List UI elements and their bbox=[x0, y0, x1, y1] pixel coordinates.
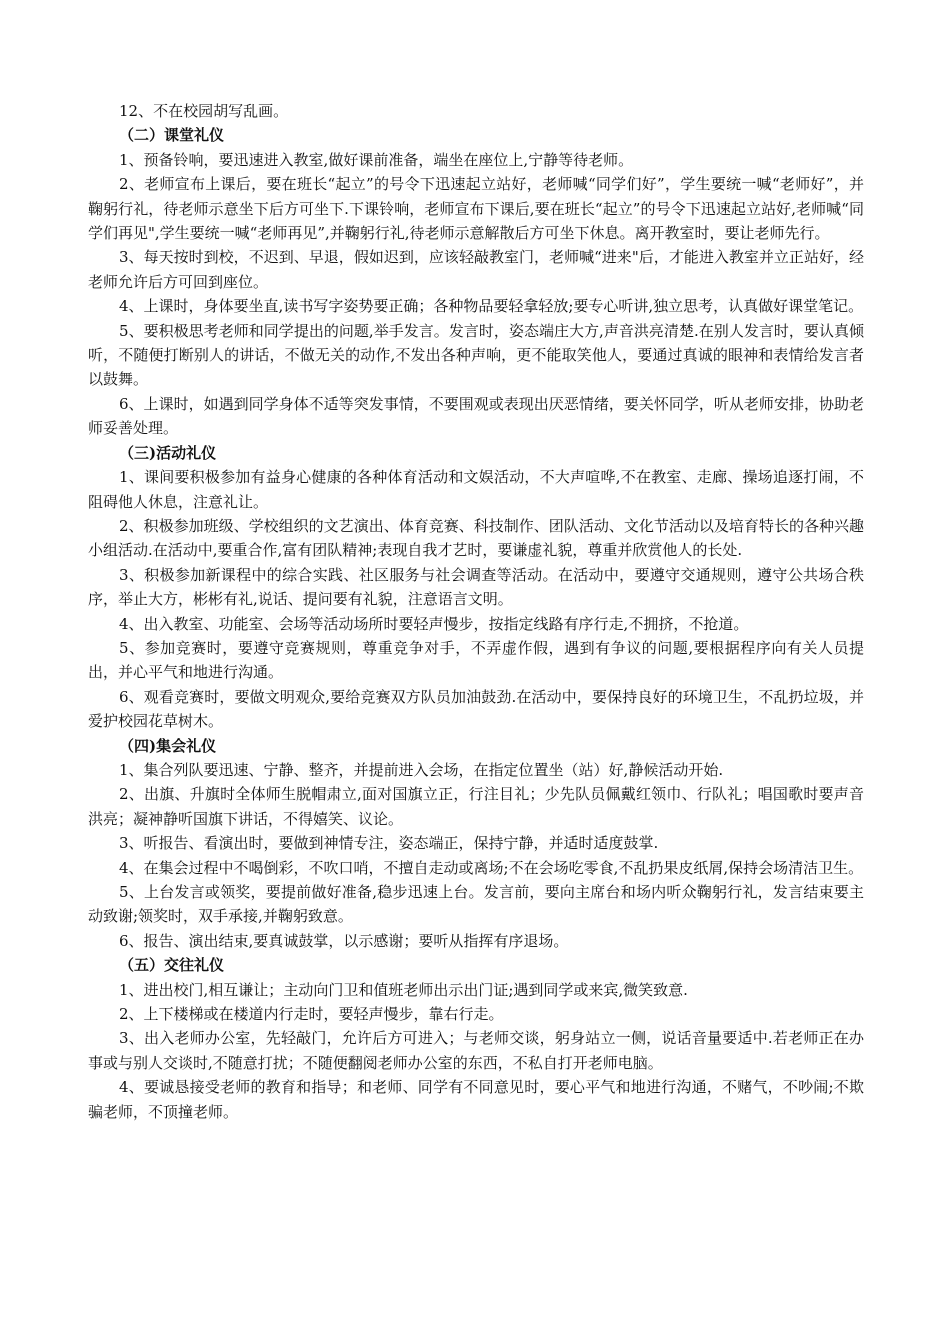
paragraph: 5、参加竞赛时，要遵守竞赛规则，尊重竞争对手，不弄虚作假，遇到有争议的问题,要根据程序向有关人员提出，并心平气和地进行沟通。 bbox=[88, 638, 864, 682]
paragraph: 1、预备铃响，要迅速进入教室,做好课前准备，端坐在座位上,宁静等待老师。 bbox=[119, 150, 634, 169]
paragraph: 12、不在校园胡写乱画。 bbox=[119, 102, 289, 120]
section-heading: （二）课堂礼仪 bbox=[119, 126, 225, 145]
paragraph: 6、观看竞赛时，要做文明观众,要给竞赛双方队员加油鼓劲.在活动中，要保持良好的环境卫生，不乱扔垃圾，并爱护校园花草树木。 bbox=[88, 687, 864, 731]
paragraph: 6、报告、演出结束,要真诚鼓掌，以示感谢；要听从指挥有序退场。 bbox=[119, 931, 569, 950]
section-heading: （四)集会礼仪 bbox=[119, 736, 217, 755]
paragraph: 5、上台发言或领奖，要提前做好准备,稳步迅速上台。发言前，要向主席台和场内听众鞠躬行礼，发言结束要主动致谢;领奖时，双手承接,并鞠躬致意。 bbox=[88, 883, 864, 926]
paragraph: 1、进出校门,相互谦让；主动向门卫和值班老师出示出门证;遇到同学或来宾,微笑致意. bbox=[119, 980, 688, 999]
paragraph: 3、听报告、看演出时，要做到神情专注，姿态端正，保持宁静，并适时适度鼓掌. bbox=[119, 834, 659, 853]
paragraph: 2、出旗、升旗时全体师生脱帽肃立,面对国旗立正，行注目礼；少先队员佩戴红领巾、行队礼；唱国歌时要声音洪亮；凝神静听国旗下讲话，不得嬉笑、议论。 bbox=[88, 785, 864, 828]
section-heading: （三)活动礼仪 bbox=[119, 443, 217, 462]
paragraph: 1、课间要积极参加有益身心健康的各种体育活动和文娱活动，不大声喧哗,不在教室、走廊、操场追逐打闹，不阻碍他人休息，注意礼让。 bbox=[88, 468, 864, 511]
section-heading: （五）交往礼仪 bbox=[119, 956, 225, 975]
paragraph: 4、出入教室、功能室、会场等活动场所时要轻声慢步，按指定线路有序行走,不拥挤，不抢道。 bbox=[119, 614, 749, 633]
paragraph: 2、老师宣布上课后，要在班长“起立”的号令下迅速起立站好，老师喊“同学们好”，学生要统一喊“老师好”，并鞠躬行礼，待老师示意坐下后方可坐下.下课铃响，老师宣布下课后,要在班长“起立”的号令下迅速起立站好,老师喊“同学们再见",学生要统一喊“老师再见”,并鞠躬行礼,待老师示意解散后方可坐下休息。离开教室时，要让老师先行。 bbox=[88, 175, 864, 243]
paragraph: 3、每天按时到校，不迟到、早退，假如迟到，应该轻敲教室门，老师喊“进来"后，才能进入教室并立正站好，经老师允许后方可回到座位。 bbox=[88, 248, 864, 291]
paragraph: 4、上课时，身体要坐直,读书写字姿势要正确；各种物品要轻拿轻放;要专心听讲,独立思考，认真做好课堂笔记。 bbox=[119, 297, 864, 316]
paragraph: 2、积极参加班级、学校组织的文艺演出、体育竞赛、科技制作、团队活动、文化节活动以及培育特长的各种兴趣小组活动.在活动中,要重合作,富有团队精神;表现自我才艺时，要谦虚礼貌，尊重并欣赏他人的长处. bbox=[88, 516, 864, 560]
paragraph: 1、集合列队要迅速、宁静、整齐，并提前进入会场，在指定位置坐（站）好,静候活动开始. bbox=[119, 760, 724, 779]
paragraph: 2、上下楼梯或在楼道内行走时，要轻声慢步，靠右行走。 bbox=[119, 1005, 504, 1024]
paragraph: 6、上课时，如遇到同学身体不适等突发事情，不要围观或表现出厌恶情绪，要关怀同学，听从老师安排，协助老师妥善处理。 bbox=[88, 394, 864, 438]
paragraph: 4、要诚恳接受老师的教育和指导；和老师、同学有不同意见时，要心平气和地进行沟通，不赌气，不吵闹;不欺骗老师，不顶撞老师。 bbox=[88, 1078, 864, 1121]
paragraph: 5、要积极思考老师和同学提出的问题,举手发言。发言时，姿态端庄大方,声音洪亮清楚.在别人发言时，要认真倾听，不随便打断别人的讲话，不做无关的动作,不发出各种声响，更不能取笑他人，要通过真诚的眼神和表情给发言者以鼓舞。 bbox=[88, 321, 864, 389]
document-body bbox=[88, 99, 864, 1124]
paragraph: 4、在集会过程中不喝倒彩，不吹口哨，不擅自走动或离场;不在会场吃零食,不乱扔果皮纸屑,保持会场清洁卫生。 bbox=[119, 858, 864, 877]
paragraph: 3、出入老师办公室，先轻敲门，允许后方可进入；与老师交谈，躬身站立一侧，说话音量要适中.若老师正在办事或与别人交谈时,不随意打扰；不随便翻阅老师办公室的东西，不私自打开老师电脑。 bbox=[88, 1029, 864, 1072]
paragraph: 3、积极参加新课程中的综合实践、社区服务与社会调查等活动。在活动中，要遵守交通规则，遵守公共场合秩序，举止大方，彬彬有礼,说话、提问要有礼貌，注意语言文明。 bbox=[88, 565, 864, 609]
